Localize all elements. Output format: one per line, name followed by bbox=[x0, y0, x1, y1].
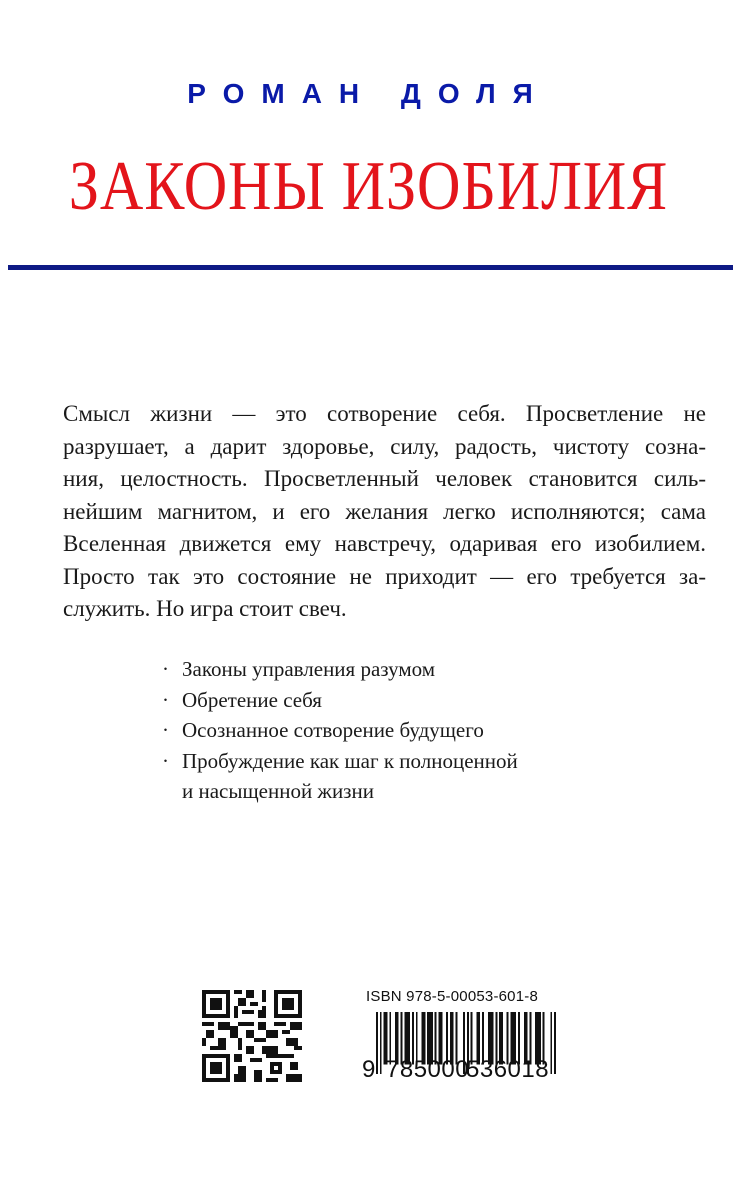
topic-item: · Обретение себя bbox=[160, 685, 620, 716]
bullet-icon: · bbox=[162, 687, 169, 712]
bullet-icon: · bbox=[162, 718, 169, 742]
book-annotation bbox=[63, 398, 706, 626]
isbn-barcode: ISBN 978-5-00053-601-8 9 785000 536018 bbox=[362, 988, 562, 1088]
annotation-line: Вселенная движется ему навстречу, одаривая его изобилием. bbox=[63, 531, 706, 556]
topic-item: · Осознанное сотворение будущего bbox=[160, 715, 620, 746]
isbn-label: ISBN 978-5-00053-601-8 bbox=[366, 988, 539, 1005]
annotation-line: Смысл жизни — это сотворение себя. Просветление не bbox=[63, 401, 706, 426]
qr-code-icon bbox=[202, 990, 302, 1082]
topic-item: · Законы управления разумом bbox=[160, 654, 620, 685]
topic-item-continuation: и насыщенной жизни bbox=[182, 779, 374, 803]
bullet-icon: · bbox=[162, 748, 169, 773]
annotation-line: ния, целостность. Просветленный человек становится силь- bbox=[63, 466, 706, 491]
topic-item: · Пробуждение как шаг к полноценной bbox=[160, 746, 620, 777]
annotation-line: служить. Но игра стоит свеч. bbox=[63, 596, 347, 621]
bullet-icon: · bbox=[162, 657, 169, 681]
topics-list bbox=[160, 654, 620, 807]
author-name: РОМАН ДОЛЯ bbox=[187, 78, 550, 109]
annotation-line: разрушает, а дарит здоровье, силу, радость, чистоту созна- bbox=[63, 433, 706, 459]
annotation-line: Просто так это состояние не приходит — его требуется за- bbox=[63, 563, 706, 589]
title-divider bbox=[8, 265, 733, 270]
annotation-line: нейшим магнитом, и его желания легко исполняются; сама bbox=[63, 498, 706, 524]
book-title: ЗАКОНЫ ИЗОБИЛИЯ bbox=[68, 148, 669, 225]
